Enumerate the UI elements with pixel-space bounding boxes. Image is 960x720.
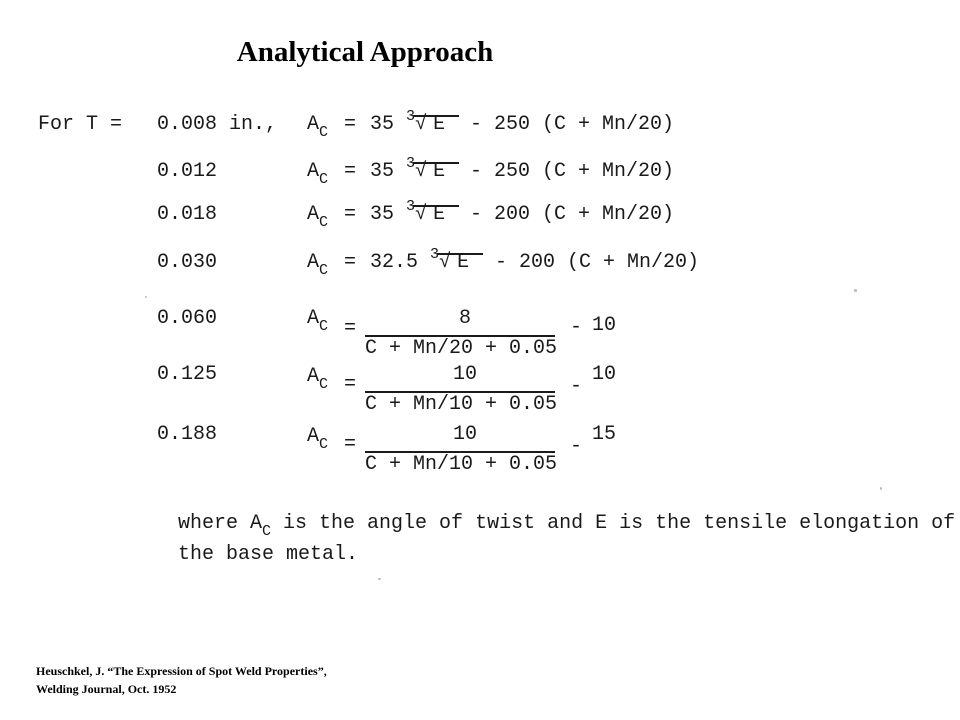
thickness-value: 0.008 in.,	[157, 113, 278, 136]
denominator: C + Mn/20 + 0.05	[365, 337, 558, 360]
numerator: 10	[452, 363, 477, 386]
note-line-2: the base metal.	[178, 543, 359, 566]
cube-root-term: 32.5 $^3$√ E	[370, 246, 470, 274]
equals-sign: =	[344, 160, 357, 183]
cube-root-term: 35 $^3$√ E	[370, 108, 446, 136]
citation	[36, 662, 327, 698]
constant-term: 10	[592, 314, 617, 337]
numerator: 8	[458, 307, 471, 330]
denominator: C + Mn/10 + 0.05	[365, 393, 558, 416]
minus-sign: -	[570, 316, 583, 339]
angle-symbol: $A_C$	[307, 307, 329, 335]
thickness-value: 0.018	[157, 203, 218, 226]
equals-sign: =	[344, 203, 357, 226]
root-index: 3	[406, 155, 416, 172]
coefficient: 35	[370, 160, 395, 183]
equation-row	[0, 246, 960, 291]
equals-sign: =	[344, 113, 357, 136]
thickness-value: 0.125	[157, 363, 218, 386]
fraction-equation-row	[0, 307, 960, 367]
thickness-value: 0.030	[157, 251, 218, 274]
cube-root-term: 35 $^3$√ E	[370, 155, 446, 183]
equation-remainder: - 250 (C + Mn/20)	[470, 160, 675, 183]
angle-symbol: $A_C$	[307, 365, 329, 393]
angle-symbol: $A_C$	[307, 425, 329, 453]
citation-line-1: Heuschkel, J. “The Expression of Spot Weld Properties”,	[36, 664, 327, 678]
angle-symbol: $A_C$	[307, 113, 329, 141]
coefficient: 35	[370, 203, 395, 226]
cube-root-term: 35 $^3$√ E	[370, 198, 446, 226]
equation-remainder: - 250 (C + Mn/20)	[470, 113, 675, 136]
scan-speck	[378, 578, 381, 580]
thickness-value: 0.012	[157, 160, 218, 183]
for-t-label: For T =	[38, 113, 123, 136]
denominator: C + Mn/10 + 0.05	[365, 453, 558, 476]
equals-sign: =	[344, 251, 357, 274]
equation-remainder: - 200 (C + Mn/20)	[495, 251, 700, 274]
minus-sign: -	[570, 435, 583, 458]
scan-speck	[854, 289, 857, 292]
thickness-value: 0.188	[157, 423, 218, 446]
numerator: 10	[452, 423, 477, 446]
slide-title: Analytical Approach	[236, 36, 494, 68]
coefficient: 32.5	[370, 251, 419, 274]
root-index: 3	[430, 246, 440, 263]
root-index: 3	[406, 108, 416, 125]
constant-term: 10	[592, 363, 617, 386]
note-line-1: where $A_C$ is the angle of twist and E is the tensile elongation of	[178, 512, 956, 540]
equals-sign: =	[344, 433, 357, 456]
fraction-equation-row	[0, 423, 960, 483]
constant-term: 15	[592, 423, 617, 446]
coefficient: 35	[370, 113, 395, 136]
angle-symbol: $A_C$	[307, 251, 329, 279]
angle-symbol: $A_C$	[307, 203, 329, 231]
equation-row	[0, 108, 960, 153]
definition-note	[178, 512, 958, 566]
equation-row	[0, 155, 960, 200]
root-index: 3	[406, 198, 416, 215]
equation-row	[0, 198, 960, 243]
thickness-value: 0.060	[157, 307, 218, 330]
scan-speck	[145, 296, 147, 298]
citation-line-2: Welding Journal, Oct. 1952	[36, 682, 177, 696]
equation-remainder: - 200 (C + Mn/20)	[470, 203, 675, 226]
minus-sign: -	[570, 375, 583, 398]
fraction-equation-row	[0, 363, 960, 423]
angle-symbol: $A_C$	[307, 160, 329, 188]
scan-speck	[880, 487, 882, 490]
equals-sign: =	[344, 317, 357, 340]
equals-sign: =	[344, 373, 357, 396]
